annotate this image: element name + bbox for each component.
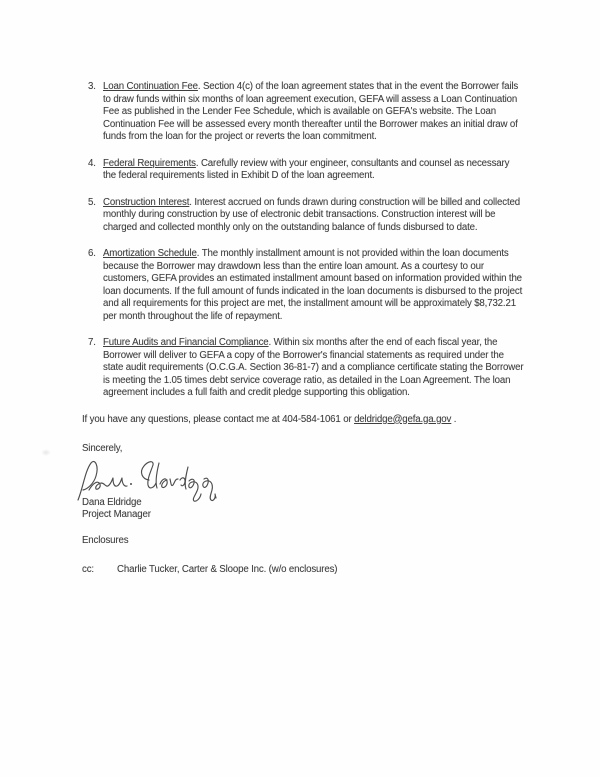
contact-text-suffix: . — [451, 413, 457, 425]
closing-salutation: Sincerely, — [82, 443, 123, 454]
scan-smudge — [41, 449, 51, 456]
item-number: 4. — [88, 157, 96, 169]
enclosures-note: Enclosures — [82, 534, 129, 546]
item-heading: Loan Continuation Fee — [103, 81, 198, 92]
item-text — [103, 158, 524, 183]
item-number: 5. — [88, 196, 96, 208]
contact-paragraph — [82, 414, 524, 427]
cc-recipients: Charlie Tucker, Carter & Sloope Inc. (w/o enclosures) — [117, 564, 338, 575]
numbered-item-4 — [82, 158, 524, 183]
item-heading: Construction Interest — [103, 196, 190, 208]
signer-title: Project Manager — [82, 509, 151, 520]
item-number: 3. — [88, 81, 96, 92]
cc-label: cc: — [82, 564, 94, 575]
cc-line — [82, 564, 524, 577]
item-text — [103, 197, 524, 235]
item-heading: Future Audits and Financial Compliance — [103, 337, 269, 348]
numbered-list — [82, 81, 524, 400]
numbered-item-7 — [82, 337, 524, 400]
item-text — [103, 81, 524, 144]
item-text — [103, 248, 524, 323]
item-body: . Carefully review with your engineer, consultants and counsel as necessary the federal requirements listed in Exhibit D of the loan agreement. — [103, 157, 510, 181]
item-body: . The monthly installment amount is not provided within the loan documents because the Borrower may drawdown less than the entire loan amount. As a courtesy to our customers, GEFA provides an estimated installment amount based on information provided within the loan documents. If the full amount of funds indicated in the loan documents is disbursed to the project and all requirements for this project are met, the installment amount will be approximately $8,732.21 per month throughout the life of repayment. — [103, 248, 523, 322]
item-heading: Amortization Schedule — [103, 248, 197, 259]
signer-name: Dana Eldridge — [82, 496, 142, 508]
item-body: . Within six months after the end of each fiscal year, the Borrower will deliver to GEFA a copy of the Borrower's financial statements as required under the state audit requirements (O.C.G.A. Section 36-81-7) and a compliance certificate stating the Borrower is meeting the 1.05 times debt service coverage ratio, as detailed in the Loan Agreement. The loan agreement includes a full faith and credit pledge supporting this obligation. — [103, 337, 524, 398]
numbered-item-5 — [82, 197, 524, 235]
item-number: 7. — [88, 337, 96, 348]
letter-body — [82, 81, 524, 577]
item-heading: Federal Requirements — [103, 157, 196, 169]
contact-text: If you have any questions, please contact me at 404-584-1061 or — [82, 413, 355, 425]
email-address: deldridge@gefa.ga.gov — [354, 413, 452, 425]
item-text — [103, 337, 524, 400]
item-body: . Section 4(c) of the loan agreement states that in the event the Borrower fails to draw funds within six months of loan agreement execution, GEFA will assess a Loan Continuation Fee as published in the Lender Fee Schedule, which is available on GEFA's website. The Loan Continuation Fee will be assessed every month thereafter until the Borrower makes an initial draw of funds from the loan for the project or reverts the loan commitment. — [103, 81, 519, 142]
item-number: 6. — [88, 248, 96, 259]
numbered-item-3 — [82, 81, 524, 144]
item-body: . Interest accrued on funds drawn during construction will be billed and collected monthly during construction by use of electronic debit transactions. Construction interest will be charged and collected monthly only on the outstanding balance of funds disbursed to date. — [103, 196, 520, 233]
numbered-item-6 — [82, 248, 524, 323]
